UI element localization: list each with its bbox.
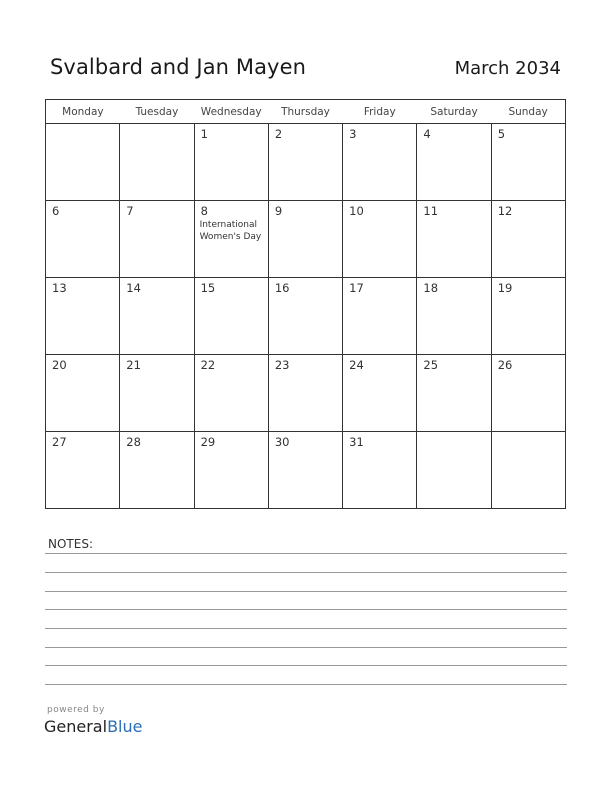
day-cell [120, 124, 194, 201]
day-cell [268, 201, 342, 278]
notes-label: NOTES: [48, 537, 93, 551]
day-cell [268, 355, 342, 432]
day-number: 16 [274, 281, 290, 295]
day-cell [491, 278, 565, 355]
day-number: 27 [52, 435, 67, 449]
day-cell [46, 355, 120, 432]
day-number: 2 [274, 127, 283, 141]
day-number: 24 [349, 358, 364, 372]
day-cell [268, 432, 342, 509]
day-cell [120, 278, 194, 355]
day-cell [268, 124, 342, 201]
day-cell [417, 124, 491, 201]
weekday-header-row [46, 100, 566, 124]
day-number: 8 [200, 204, 208, 218]
day-number: 25 [423, 358, 439, 372]
weekday-header: Wednesday [194, 100, 268, 124]
week-row [46, 124, 566, 201]
calendar-grid [45, 99, 566, 509]
day-cell [268, 278, 342, 355]
day-number: 14 [126, 281, 141, 295]
day-number: 28 [126, 435, 141, 449]
note-line [45, 609, 567, 610]
day-cell [491, 124, 565, 201]
day-cell [194, 201, 268, 278]
day-number: 6 [52, 204, 60, 218]
note-line [45, 628, 567, 629]
powered-by-text: powered by [47, 705, 105, 715]
day-number: 3 [349, 127, 357, 141]
note-line [45, 647, 567, 648]
day-cell [194, 124, 268, 201]
week-row [46, 355, 566, 432]
holiday-label: International Women's Day [199, 220, 262, 242]
day-cell [120, 201, 194, 278]
calendar-month: March 2034 [454, 58, 561, 79]
day-cell [417, 432, 491, 509]
note-line [45, 591, 567, 592]
day-cell [46, 124, 120, 201]
weekday-header: Monday [46, 100, 120, 124]
day-number: 18 [423, 281, 439, 295]
day-number: 13 [52, 281, 67, 295]
day-number: 29 [200, 435, 216, 449]
note-line [45, 684, 567, 685]
day-cell [194, 432, 268, 509]
day-cell [194, 355, 268, 432]
day-cell [491, 432, 565, 509]
day-cell [46, 432, 120, 509]
day-number: 19 [497, 281, 513, 295]
day-number: 11 [423, 204, 439, 218]
day-cell [343, 432, 417, 509]
day-cell [46, 278, 120, 355]
day-number: 22 [200, 358, 216, 372]
brand-general: General [44, 717, 108, 736]
week-row [46, 201, 566, 278]
day-number: 5 [497, 127, 506, 141]
day-number: 4 [423, 127, 431, 141]
day-cell [46, 201, 120, 278]
day-cell [417, 278, 491, 355]
day-number: 10 [349, 204, 364, 218]
day-cell [120, 432, 194, 509]
day-cell [194, 278, 268, 355]
day-number: 23 [274, 358, 290, 372]
weekday-header: Thursday [268, 100, 342, 124]
week-row [46, 432, 566, 509]
weekday-header: Sunday [491, 100, 565, 124]
day-number: 17 [349, 281, 364, 295]
note-line [45, 572, 567, 573]
day-number: 31 [349, 435, 364, 449]
day-number [120, 124, 193, 127]
week-row [46, 278, 566, 355]
calendar-title: Svalbard and Jan Mayen [50, 55, 307, 79]
day-number: 12 [497, 204, 513, 218]
day-number: 30 [274, 435, 290, 449]
day-number [46, 124, 119, 127]
weekday-header: Saturday [417, 100, 491, 124]
generalblue-logo [44, 717, 142, 736]
weekday-header: Friday [343, 100, 417, 124]
day-number: 15 [200, 281, 216, 295]
day-number: 1 [200, 127, 208, 141]
day-number: 20 [52, 358, 67, 372]
day-cell [343, 278, 417, 355]
day-number: 7 [126, 204, 134, 218]
note-line [45, 553, 567, 554]
day-number [492, 432, 565, 435]
day-cell [491, 201, 565, 278]
brand-blue: Blue [107, 717, 143, 736]
day-number [417, 432, 490, 435]
day-cell [343, 124, 417, 201]
note-line [45, 665, 567, 666]
day-number: 9 [274, 204, 283, 218]
day-number: 26 [497, 358, 513, 372]
day-cell [343, 201, 417, 278]
day-number: 21 [126, 358, 141, 372]
day-cell [343, 355, 417, 432]
day-cell [120, 355, 194, 432]
day-cell [491, 355, 565, 432]
day-cell [417, 201, 491, 278]
weekday-header: Tuesday [120, 100, 194, 124]
day-cell [417, 355, 491, 432]
